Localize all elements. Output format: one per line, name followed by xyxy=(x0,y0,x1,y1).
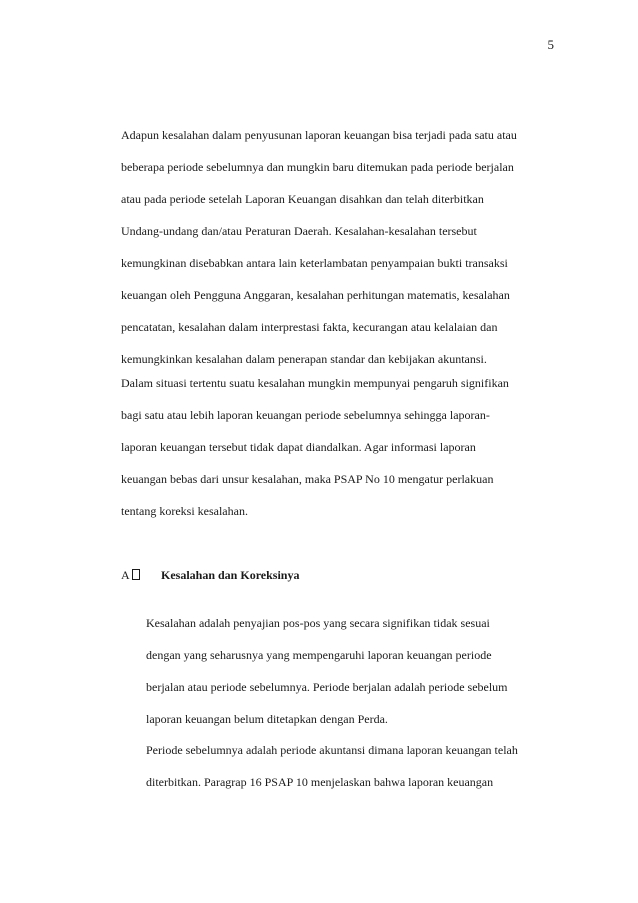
text-line: beberapa periode sebelumnya dan mungkin baru ditemukan pada periode berjalan xyxy=(121,160,514,174)
text-line: Undang-undang dan/atau Peraturan Daerah. Kesalahan-kesalahan tersebut xyxy=(121,224,477,238)
text-line: keuangan bebas dari unsur kesalahan, maka PSAP No 10 mengatur perlakuan xyxy=(121,472,494,486)
text-line: Adapun kesalahan dalam penyusunan laporan keuangan bisa terjadi pada satu atau xyxy=(121,128,517,142)
text-line: tentang koreksi kesalahan. xyxy=(121,504,248,518)
text-line: Dalam situasi tertentu suatu kesalahan mungkin mempunyai pengaruh signifikan xyxy=(121,376,509,390)
body-paragraph-1 xyxy=(121,119,557,375)
text-line: Kesalahan adalah penyajian pos-pos yang secara signifikan tidak sesuai xyxy=(146,616,490,630)
body-paragraph-2 xyxy=(121,367,557,527)
missing-glyph-icon xyxy=(132,569,140,580)
text-line: diterbitkan. Paragrap 16 PSAP 10 menjelaskan bahwa laporan keuangan xyxy=(146,775,494,789)
text-line: laporan keuangan tersebut tidak dapat diandalkan. Agar informasi laporan xyxy=(121,440,476,454)
text-line: kemungkinkan kesalahan dalam penerapan standar dan kebijakan akuntansi. xyxy=(121,352,487,366)
section-paragraph-1 xyxy=(146,607,561,735)
text-line: atau pada periode setelah Laporan Keuangan disahkan dan telah diterbitkan xyxy=(121,192,484,206)
text-line: pencatatan, kesalahan dalam interprestasi fakta, kecurangan atau kelalaian dan xyxy=(121,320,498,334)
section-marker-letter: A xyxy=(121,568,130,582)
section-heading xyxy=(121,566,299,584)
text-line: laporan keuangan belum ditetapkan dengan Perda. xyxy=(146,712,388,726)
text-line: Periode sebelumnya adalah periode akuntansi dimana laporan keuangan telah xyxy=(146,743,518,757)
text-line: keuangan oleh Pengguna Anggaran, kesalahan perhitungan matematis, kesalahan xyxy=(121,288,510,302)
text-line: kemungkinan disebabkan antara lain keterlambatan penyampaian bukti transaksi xyxy=(121,256,508,270)
text-line: bagi satu atau lebih laporan keuangan periode sebelumnya sehingga laporan- xyxy=(121,408,490,422)
text-line: berjalan atau periode sebelumnya. Periode berjalan adalah periode sebelum xyxy=(146,680,508,694)
section-paragraph-2 xyxy=(146,734,561,798)
page-number: 5 xyxy=(547,37,554,52)
section-marker xyxy=(121,566,158,584)
section-title: Kesalahan dan Koreksinya xyxy=(161,568,300,582)
text-line: dengan yang seharusnya yang mempengaruhi laporan keuangan periode xyxy=(146,648,492,662)
